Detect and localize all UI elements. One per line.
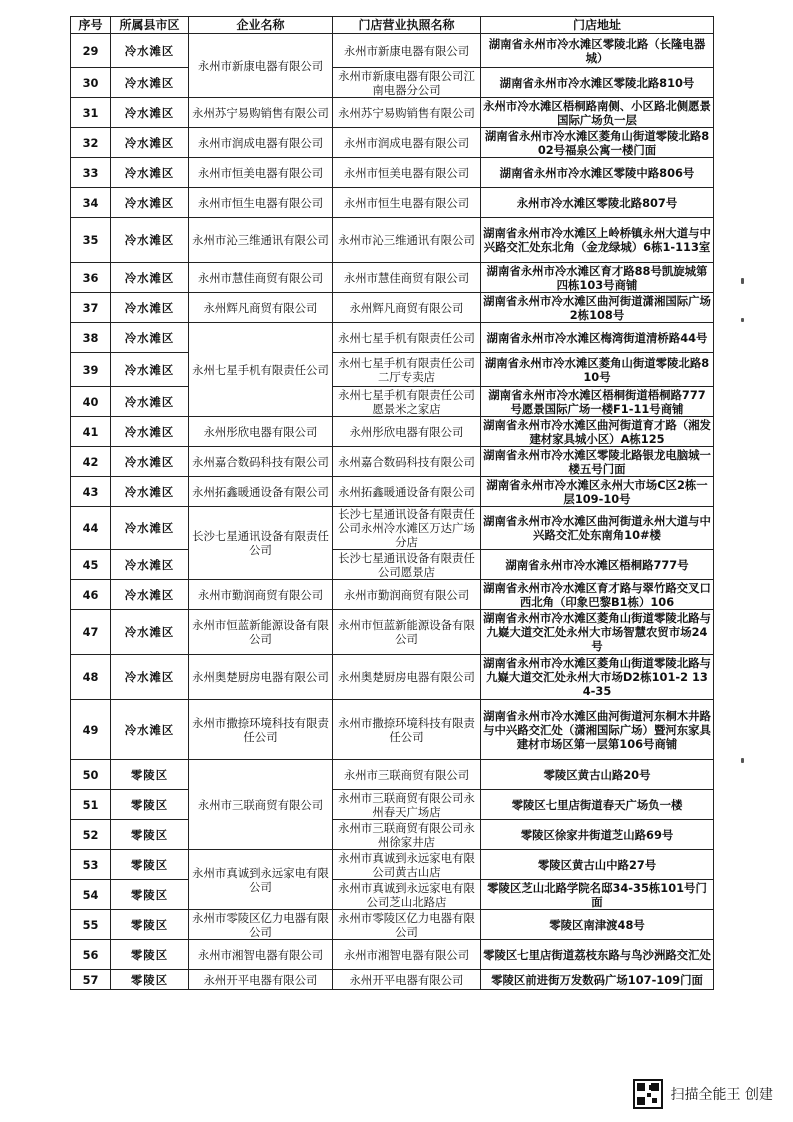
scan-speck (741, 318, 744, 322)
table-row (71, 218, 714, 263)
row-company: 长沙七星通讯设备有限责任公司 (189, 507, 333, 580)
row-company: 永州彤欣电器有限公司 (189, 417, 333, 447)
row-serial: 54 (71, 880, 111, 910)
table-row (71, 447, 714, 477)
row-county: 冷水滩区 (111, 353, 189, 387)
row-serial: 52 (71, 820, 111, 850)
row-address: 湖南省永州市冷水滩区曲河街道潇湘国际广场2栋108号 (481, 293, 714, 323)
row-address: 湖南省永州市冷水滩区永州大市场C区2栋一层109-10号 (481, 477, 714, 507)
row-address: 零陵区前进街万发数码广场107-109门面 (481, 970, 714, 990)
row-store-license: 永州彤欣电器有限公司 (333, 417, 481, 447)
row-serial: 57 (71, 970, 111, 990)
row-serial: 32 (71, 128, 111, 158)
header-county: 所属县市区 (111, 17, 189, 34)
row-serial: 39 (71, 353, 111, 387)
table-row (71, 188, 714, 218)
row-store-license: 永州市恒生电器有限公司 (333, 188, 481, 218)
table-row (71, 610, 714, 655)
table-row (71, 820, 714, 850)
row-serial: 43 (71, 477, 111, 507)
row-serial: 31 (71, 98, 111, 128)
row-county: 冷水滩区 (111, 218, 189, 263)
row-store-license: 永州七星手机有限责任公司愿景米之家店 (333, 387, 481, 417)
row-county: 冷水滩区 (111, 417, 189, 447)
row-serial: 48 (71, 655, 111, 700)
row-company: 永州市恒生电器有限公司 (189, 188, 333, 218)
row-county: 冷水滩区 (111, 610, 189, 655)
row-serial: 55 (71, 910, 111, 940)
row-county: 冷水滩区 (111, 158, 189, 188)
table-row (71, 940, 714, 970)
row-address: 湖南省永州市冷水滩区零陵北路810号 (481, 68, 714, 98)
header-company: 企业名称 (189, 17, 333, 34)
row-store-license: 永州市新康电器有限公司 (333, 34, 481, 68)
row-county: 冷水滩区 (111, 447, 189, 477)
table-row (71, 507, 714, 550)
row-store-license: 永州七星手机有限责任公司 (333, 323, 481, 353)
row-county: 冷水滩区 (111, 68, 189, 98)
table-row (71, 880, 714, 910)
row-store-license: 永州奥楚厨房电器有限公司 (333, 655, 481, 700)
row-company: 永州市恒美电器有限公司 (189, 158, 333, 188)
row-address: 永州市冷水滩区零陵北路807号 (481, 188, 714, 218)
row-store-license: 永州市恒蓝新能源设备有限公司 (333, 610, 481, 655)
scan-speck (741, 278, 744, 284)
row-county: 零陵区 (111, 790, 189, 820)
row-serial: 35 (71, 218, 111, 263)
row-county: 冷水滩区 (111, 387, 189, 417)
row-address: 湖南省永州市冷水滩区菱角山街道零陵北路与九嶷大道交汇处永州大市场D2栋101-2 134-35 (481, 655, 714, 700)
footer-brand-text: 扫描全能王 创建 (670, 1087, 773, 1103)
row-address: 零陵区七里店街道春天广场负一楼 (481, 790, 714, 820)
row-store-license: 长沙七星通讯设备有限责任公司永州冷水滩区万达广场分店 (333, 507, 481, 550)
row-serial: 45 (71, 550, 111, 580)
row-serial: 50 (71, 760, 111, 790)
row-store-license: 永州市湘智电器有限公司 (333, 940, 481, 970)
scan-speck (741, 758, 744, 763)
row-address: 湖南省永州市冷水滩区菱角山街道零陵北路802号福泉公寓一楼门面 (481, 128, 714, 158)
row-county: 零陵区 (111, 850, 189, 880)
header-serial: 序号 (71, 17, 111, 34)
row-serial: 34 (71, 188, 111, 218)
row-serial: 46 (71, 580, 111, 610)
row-company: 永州市撒捺环境科技有限责任公司 (189, 700, 333, 760)
header-row (71, 17, 714, 34)
row-store-license: 永州市真诚到永远家电有限公司黄古山店 (333, 850, 481, 880)
row-company: 永州七星手机有限责任公司 (189, 323, 333, 417)
row-store-license: 永州市沁三维通讯有限公司 (333, 218, 481, 263)
table-row (71, 970, 714, 990)
row-serial: 29 (71, 34, 111, 68)
row-address: 湖南省永州市冷水滩区零陵北路银龙电脑城一楼五号门面 (481, 447, 714, 477)
row-address: 湖南省永州市冷水滩区曲河街道永州大道与中兴路交汇处东南角10#楼 (481, 507, 714, 550)
row-company: 永州市零陵区亿力电器有限公司 (189, 910, 333, 940)
row-serial: 38 (71, 323, 111, 353)
row-county: 零陵区 (111, 940, 189, 970)
row-address: 零陵区芝山北路学院名邸34-35栋101号门面 (481, 880, 714, 910)
row-store-license: 永州七星手机有限责任公司二厅专卖店 (333, 353, 481, 387)
row-county: 冷水滩区 (111, 550, 189, 580)
row-serial: 49 (71, 700, 111, 760)
row-serial: 37 (71, 293, 111, 323)
row-company: 永州市勤润商贸有限公司 (189, 580, 333, 610)
row-address: 湖南省永州市冷水滩区梧桐街道梧桐路777号愿景国际广场一楼F1-11号商铺 (481, 387, 714, 417)
row-company: 永州市三联商贸有限公司 (189, 760, 333, 850)
table-row (71, 387, 714, 417)
table-body (71, 34, 714, 990)
row-county: 冷水滩区 (111, 700, 189, 760)
row-address: 湖南省永州市冷水滩区育才路与翠竹路交叉口西北角（印象巴黎B1栋）106 (481, 580, 714, 610)
table-row (71, 68, 714, 98)
row-address: 湖南省永州市冷水滩区梅湾街道清桥路44号 (481, 323, 714, 353)
table-row (71, 98, 714, 128)
row-store-license: 永州辉凡商贸有限公司 (333, 293, 481, 323)
footer-watermark (633, 1074, 773, 1114)
table-row (71, 700, 714, 760)
row-serial: 56 (71, 940, 111, 970)
row-address: 湖南省永州市冷水滩区零陵中路806号 (481, 158, 714, 188)
row-company: 永州苏宁易购销售有限公司 (189, 98, 333, 128)
row-store-license: 永州苏宁易购销售有限公司 (333, 98, 481, 128)
row-county: 冷水滩区 (111, 188, 189, 218)
row-serial: 41 (71, 417, 111, 447)
table-row (71, 353, 714, 387)
row-address: 零陵区黄古山路20号 (481, 760, 714, 790)
row-store-license: 永州市新康电器有限公司江南电器分公司 (333, 68, 481, 98)
row-store-license: 永州市零陵区亿力电器有限公司 (333, 910, 481, 940)
table-row (71, 477, 714, 507)
row-address: 湖南省永州市冷水滩区曲河街道河东桐木井路与中兴路交汇处（潇湘国际广场）暨河东家具建材市场区第一层第106号商铺 (481, 700, 714, 760)
row-store-license: 永州市三联商贸有限公司永州徐家井店 (333, 820, 481, 850)
row-company: 永州市新康电器有限公司 (189, 34, 333, 98)
table-row (71, 323, 714, 353)
row-company: 永州市慧佳商贸有限公司 (189, 263, 333, 293)
table-row (71, 34, 714, 68)
row-address: 零陵区黄古山中路27号 (481, 850, 714, 880)
row-company: 永州拓鑫暖通设备有限公司 (189, 477, 333, 507)
table-row (71, 910, 714, 940)
row-serial: 47 (71, 610, 111, 655)
qr-code-icon (633, 1079, 663, 1109)
row-serial: 40 (71, 387, 111, 417)
row-address: 湖南省永州市冷水滩区育才路88号凯旋城第四栋103号商铺 (481, 263, 714, 293)
row-serial: 36 (71, 263, 111, 293)
row-address: 湖南省永州市冷水滩区菱角山街道零陵北路810号 (481, 353, 714, 387)
row-store-license: 永州市勤润商贸有限公司 (333, 580, 481, 610)
table-row (71, 158, 714, 188)
table-row (71, 790, 714, 820)
row-address: 湖南省永州市冷水滩区菱角山街道零陵北路与九嶷大道交汇处永州大市场智慧农贸市场24号 (481, 610, 714, 655)
row-store-license: 永州市三联商贸有限公司 (333, 760, 481, 790)
row-company: 永州嘉合数码科技有限公司 (189, 447, 333, 477)
row-store-license: 永州市慧佳商贸有限公司 (333, 263, 481, 293)
row-company: 永州市真诚到永远家电有限公司 (189, 850, 333, 910)
row-company: 永州开平电器有限公司 (189, 970, 333, 990)
row-store-license: 永州市润成电器有限公司 (333, 128, 481, 158)
row-address: 湖南省永州市冷水滩区曲河街道育才路（湘发建材家具城小区）A栋125 (481, 417, 714, 447)
row-address: 湖南省永州市冷水滩区上岭桥镇永州大道与中兴路交汇处东北角（金龙绿城）6栋1-113室 (481, 218, 714, 263)
row-store-license: 永州拓鑫暖通设备有限公司 (333, 477, 481, 507)
row-county: 冷水滩区 (111, 34, 189, 68)
table-row (71, 293, 714, 323)
row-address: 永州市冷水滩区梧桐路南侧、小区路北侧愿景国际广场负一层 (481, 98, 714, 128)
row-county: 冷水滩区 (111, 128, 189, 158)
row-company: 永州市恒蓝新能源设备有限公司 (189, 610, 333, 655)
row-address: 湖南省永州市冷水滩区梧桐路777号 (481, 550, 714, 580)
table-row (71, 550, 714, 580)
table-row (71, 580, 714, 610)
row-county: 零陵区 (111, 760, 189, 790)
row-company: 永州市沁三维通讯有限公司 (189, 218, 333, 263)
row-store-license: 永州市真诚到永远家电有限公司芝山北路店 (333, 880, 481, 910)
row-company: 永州辉凡商贸有限公司 (189, 293, 333, 323)
row-county: 冷水滩区 (111, 323, 189, 353)
table-row (71, 128, 714, 158)
row-county: 冷水滩区 (111, 507, 189, 550)
row-county: 冷水滩区 (111, 477, 189, 507)
table-header (71, 17, 714, 34)
row-county: 零陵区 (111, 880, 189, 910)
row-store-license: 长沙七星通讯设备有限责任公司愿景店 (333, 550, 481, 580)
row-address: 湖南省永州市冷水滩区零陵北路（长隆电器城） (481, 34, 714, 68)
table-row (71, 760, 714, 790)
row-serial: 44 (71, 507, 111, 550)
row-serial: 53 (71, 850, 111, 880)
row-store-license: 永州市撒捺环境科技有限责任公司 (333, 700, 481, 760)
row-county: 冷水滩区 (111, 98, 189, 128)
row-serial: 42 (71, 447, 111, 477)
store-list-table (70, 16, 714, 990)
row-county: 零陵区 (111, 970, 189, 990)
row-store-license: 永州市恒美电器有限公司 (333, 158, 481, 188)
table-row (71, 850, 714, 880)
header-address: 门店地址 (481, 17, 714, 34)
table-row (71, 655, 714, 700)
row-serial: 30 (71, 68, 111, 98)
row-store-license: 永州市三联商贸有限公司永州春天广场店 (333, 790, 481, 820)
row-company: 永州市湘智电器有限公司 (189, 940, 333, 970)
row-county: 冷水滩区 (111, 263, 189, 293)
row-address: 零陵区南津渡48号 (481, 910, 714, 940)
row-company: 永州奥楚厨房电器有限公司 (189, 655, 333, 700)
row-company: 永州市润成电器有限公司 (189, 128, 333, 158)
row-store-license: 永州嘉合数码科技有限公司 (333, 447, 481, 477)
row-county: 冷水滩区 (111, 580, 189, 610)
header-store-license: 门店营业执照名称 (333, 17, 481, 34)
row-county: 冷水滩区 (111, 293, 189, 323)
row-county: 冷水滩区 (111, 655, 189, 700)
table-row (71, 417, 714, 447)
row-serial: 51 (71, 790, 111, 820)
row-address: 零陵区徐家井街道芝山路69号 (481, 820, 714, 850)
row-county: 零陵区 (111, 820, 189, 850)
row-county: 零陵区 (111, 910, 189, 940)
row-address: 零陵区七里店街道荔枝东路与鸟沙洲路交汇处 (481, 940, 714, 970)
row-serial: 33 (71, 158, 111, 188)
row-store-license: 永州开平电器有限公司 (333, 970, 481, 990)
table-row (71, 263, 714, 293)
